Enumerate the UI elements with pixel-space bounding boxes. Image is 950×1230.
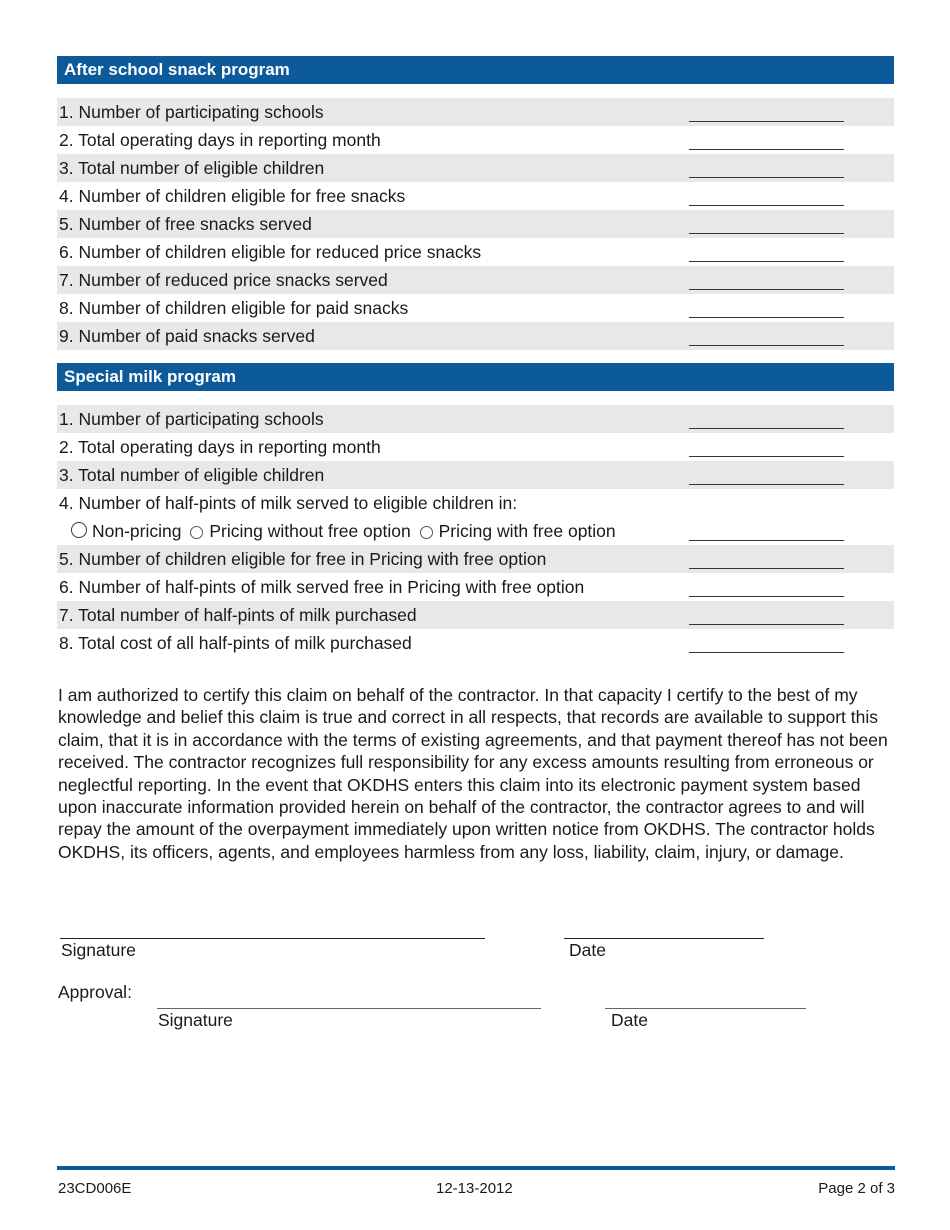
snack-row-3-input-line[interactable] xyxy=(689,177,844,178)
contractor-date-label: Date xyxy=(569,940,606,960)
milk-row-5 xyxy=(57,545,894,573)
milk-row-label: 3. Total number of eligible children xyxy=(59,465,325,485)
radio-non-pricing-label: Non-pricing xyxy=(92,521,182,541)
approval-label: Approval: xyxy=(58,982,132,1002)
milk-row-3 xyxy=(57,461,894,489)
radio-pricing-with-free[interactable] xyxy=(420,526,433,539)
snack-row-5 xyxy=(57,210,894,238)
snack-row-4-input-line[interactable] xyxy=(689,205,844,206)
snack-section-header: After school snack program xyxy=(57,56,894,84)
snack-row-7-input-line[interactable] xyxy=(689,289,844,290)
snack-row-1-input-line[interactable] xyxy=(689,121,844,122)
milk-row-label: 5. Number of children eligible for free in Pricing with free option xyxy=(59,549,547,569)
revision-date: 12-13-2012 xyxy=(436,1180,513,1197)
radio-non-pricing[interactable] xyxy=(71,522,87,538)
snack-row-9 xyxy=(57,322,894,350)
snack-row-3 xyxy=(57,154,894,182)
snack-row-label: 5. Number of free snacks served xyxy=(59,214,312,234)
radio-pricing-with-free-label: Pricing with free option xyxy=(438,521,616,541)
milk-row-label: 6. Number of half-pints of milk served free in Pricing with free option xyxy=(59,577,585,597)
snack-row-7 xyxy=(57,266,894,294)
snack-row-2 xyxy=(57,126,894,154)
milk-row-6-input-line[interactable] xyxy=(689,596,844,597)
snack-row-label: 2. Total operating days in reporting month xyxy=(59,130,381,150)
radio-pricing-without-free-label: Pricing without free option xyxy=(209,521,411,541)
milk-row-1 xyxy=(57,405,894,433)
certification-statement: I am authorized to certify this claim on behalf of the contractor. In that capacity I certify to the best of my knowledge and belief this claim is true and correct in all respects, that records are available to support this claim, that it is in accordance with the terms of existing agreements, and that payment thereof has not been received. The contractor recognizes full responsibility for any excess amounts resulting from erroneous or neglectful reporting. In the event that OKDHS enters this claim into its electronic payment system based upon inaccurate information provided herein on behalf of the contractor, the contractor agrees to and will repay the amount of the overpayment immediately upon written notice from OKDHS. The contractor holds OKDHS, its officers, agents, and employees harmless from any loss, liability, claim, injury, or damage. xyxy=(58,685,888,862)
radio-pricing-without-free[interactable] xyxy=(190,526,203,539)
contractor-date-line[interactable] xyxy=(564,938,764,939)
milk-row-5-input-line[interactable] xyxy=(689,568,844,569)
milk-row-1-input-line[interactable] xyxy=(689,428,844,429)
milk-row-2-input-line[interactable] xyxy=(689,456,844,457)
snack-row-6-input-line[interactable] xyxy=(689,261,844,262)
snack-row-1 xyxy=(57,98,894,126)
milk-row-8 xyxy=(57,629,894,657)
snack-row-9-input-line[interactable] xyxy=(689,345,844,346)
milk-row-label: 8. Total cost of all half-pints of milk purchased xyxy=(59,633,412,653)
milk-row-2 xyxy=(57,433,894,461)
snack-row-label: 4. Number of children eligible for free snacks xyxy=(59,186,406,206)
snack-row-label: 9. Number of paid snacks served xyxy=(59,326,315,346)
snack-row-label: 7. Number of reduced price snacks served xyxy=(59,270,388,290)
milk-row-3-input-line[interactable] xyxy=(689,484,844,485)
milk-row-label: 1. Number of participating schools xyxy=(59,409,324,429)
milk-row-4 xyxy=(57,489,894,517)
snack-row-8 xyxy=(57,294,894,322)
approval-date-line[interactable] xyxy=(605,1008,806,1009)
milk-row-7 xyxy=(57,601,894,629)
approval-date-label: Date xyxy=(611,1010,648,1030)
snack-row-5-input-line[interactable] xyxy=(689,233,844,234)
milk-pricing-options xyxy=(57,517,894,545)
milk-row-7-input-line[interactable] xyxy=(689,624,844,625)
snack-row-2-input-line[interactable] xyxy=(689,149,844,150)
approval-signature-label: Signature xyxy=(158,1010,233,1030)
snack-row-8-input-line[interactable] xyxy=(689,317,844,318)
contractor-signature-label: Signature xyxy=(61,940,136,960)
snack-row-6 xyxy=(57,238,894,266)
snack-row-label: 3. Total number of eligible children xyxy=(59,158,325,178)
milk-section-header: Special milk program xyxy=(57,363,894,391)
snack-row-label: 6. Number of children eligible for reduced price snacks xyxy=(59,242,482,262)
milk-row-label: 4. Number of half-pints of milk served to eligible children in: xyxy=(59,493,518,513)
milk-row-4-input-line[interactable] xyxy=(689,540,844,541)
milk-row-8-input-line[interactable] xyxy=(689,652,844,653)
milk-row-6 xyxy=(57,573,894,601)
form-number: 23CD006E xyxy=(58,1180,132,1197)
page-number: Page 2 of 3 xyxy=(818,1180,895,1197)
approval-signature-line[interactable] xyxy=(157,1008,541,1009)
snack-row-label: 8. Number of children eligible for paid snacks xyxy=(59,298,409,318)
snack-row-4 xyxy=(57,182,894,210)
milk-row-label: 7. Total number of half-pints of milk purchased xyxy=(59,605,417,625)
footer-rule xyxy=(57,1166,895,1170)
snack-row-label: 1. Number of participating schools xyxy=(59,102,324,122)
contractor-signature-line[interactable] xyxy=(60,938,485,939)
milk-row-label: 2. Total operating days in reporting month xyxy=(59,437,381,457)
